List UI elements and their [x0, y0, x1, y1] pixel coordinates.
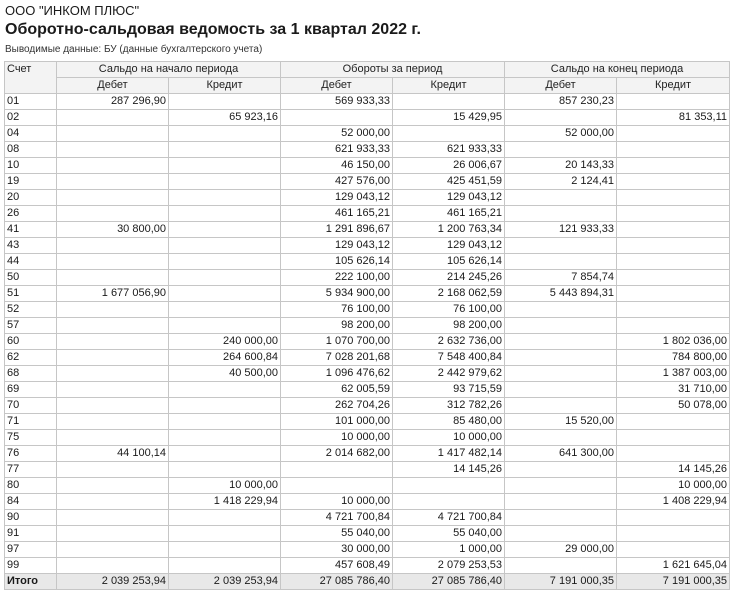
turnover-debit-cell: 30 000,00: [281, 542, 393, 558]
header-turnover: Обороты за период: [281, 62, 505, 78]
header-turnover-debit: Дебет: [281, 78, 393, 94]
account-cell: 90: [5, 510, 57, 526]
turnover-credit-cell: [393, 126, 505, 142]
turnover-credit-cell: 2 442 979,62: [393, 366, 505, 382]
opening-debit-cell: [57, 270, 169, 286]
turnover-credit-cell: 4 721 700,84: [393, 510, 505, 526]
opening-credit-cell: [169, 462, 281, 478]
opening-debit-cell: [57, 254, 169, 270]
turnover-credit-cell: 105 626,14: [393, 254, 505, 270]
opening-credit-cell: 65 923,16: [169, 110, 281, 126]
closing-debit-cell: [505, 478, 617, 494]
table-row: [5, 350, 730, 366]
account-cell: 01: [5, 94, 57, 110]
turnover-credit-cell: 7 548 400,84: [393, 350, 505, 366]
opening-debit-cell: [57, 542, 169, 558]
opening-credit-cell: 40 500,00: [169, 366, 281, 382]
account-cell: 02: [5, 110, 57, 126]
closing-debit-cell: [505, 494, 617, 510]
turnover-debit-cell: 2 014 682,00: [281, 446, 393, 462]
closing-debit-cell: 29 000,00: [505, 542, 617, 558]
table-row: [5, 142, 730, 158]
opening-credit-cell: [169, 142, 281, 158]
closing-debit-cell: [505, 430, 617, 446]
opening-credit-cell: [169, 446, 281, 462]
closing-debit-cell: 2 124,41: [505, 174, 617, 190]
total-closing-debit: 7 191 000,35: [505, 574, 617, 590]
closing-debit-cell: 5 443 894,31: [505, 286, 617, 302]
opening-credit-cell: [169, 542, 281, 558]
closing-credit-cell: [617, 286, 730, 302]
closing-credit-cell: 784 800,00: [617, 350, 730, 366]
closing-credit-cell: [617, 222, 730, 238]
header-closing-debit: Дебет: [505, 78, 617, 94]
turnover-credit-cell: 55 040,00: [393, 526, 505, 542]
account-cell: 84: [5, 494, 57, 510]
turnover-credit-cell: [393, 478, 505, 494]
opening-credit-cell: [169, 286, 281, 302]
closing-credit-cell: 31 710,00: [617, 382, 730, 398]
turnover-credit-cell: 1 000,00: [393, 542, 505, 558]
turnover-debit-cell: 457 608,49: [281, 558, 393, 574]
turnover-debit-cell: 10 000,00: [281, 430, 393, 446]
closing-debit-cell: [505, 366, 617, 382]
account-cell: 97: [5, 542, 57, 558]
closing-debit-cell: 15 520,00: [505, 414, 617, 430]
opening-debit-cell: [57, 110, 169, 126]
account-cell: 44: [5, 254, 57, 270]
turnover-debit-cell: 52 000,00: [281, 126, 393, 142]
table-row: [5, 94, 730, 110]
turnover-debit-cell: 98 200,00: [281, 318, 393, 334]
opening-debit-cell: [57, 238, 169, 254]
closing-credit-cell: [617, 270, 730, 286]
closing-debit-cell: [505, 318, 617, 334]
closing-credit-cell: [617, 238, 730, 254]
turnover-credit-cell: 214 245,26: [393, 270, 505, 286]
closing-credit-cell: [617, 302, 730, 318]
account-cell: 52: [5, 302, 57, 318]
turnover-debit-cell: 1 291 896,67: [281, 222, 393, 238]
turnover-debit-cell: 101 000,00: [281, 414, 393, 430]
table-row: [5, 302, 730, 318]
turnover-debit-cell: 129 043,12: [281, 190, 393, 206]
closing-credit-cell: 1 408 229,94: [617, 494, 730, 510]
report-parameters: Выводимые данные: БУ (данные бухгалтерского учета): [5, 44, 263, 55]
account-cell: 99: [5, 558, 57, 574]
opening-debit-cell: [57, 398, 169, 414]
closing-debit-cell: [505, 382, 617, 398]
turnover-credit-cell: 93 715,59: [393, 382, 505, 398]
closing-debit-cell: 52 000,00: [505, 126, 617, 142]
closing-credit-cell: [617, 142, 730, 158]
table-row: [5, 494, 730, 510]
header-opening-balance: Сальдо на начало периода: [57, 62, 281, 78]
table-row: [5, 462, 730, 478]
closing-debit-cell: [505, 206, 617, 222]
closing-debit-cell: 20 143,33: [505, 158, 617, 174]
opening-debit-cell: [57, 494, 169, 510]
closing-debit-cell: [505, 110, 617, 126]
table-row: [5, 254, 730, 270]
opening-credit-cell: [169, 526, 281, 542]
turnover-credit-cell: 98 200,00: [393, 318, 505, 334]
account-cell: 71: [5, 414, 57, 430]
opening-debit-cell: [57, 318, 169, 334]
table-row: [5, 158, 730, 174]
table-row: [5, 190, 730, 206]
opening-credit-cell: [169, 206, 281, 222]
opening-debit-cell: [57, 478, 169, 494]
turnover-debit-cell: [281, 110, 393, 126]
turnover-debit-cell: 7 028 201,68: [281, 350, 393, 366]
closing-debit-cell: [505, 238, 617, 254]
turnover-debit-cell: 427 576,00: [281, 174, 393, 190]
closing-credit-cell: 1 387 003,00: [617, 366, 730, 382]
closing-credit-cell: [617, 430, 730, 446]
closing-debit-cell: 7 854,74: [505, 270, 617, 286]
turnover-credit-cell: 129 043,12: [393, 238, 505, 254]
turnover-debit-cell: 621 933,33: [281, 142, 393, 158]
turnover-debit-cell: 62 005,59: [281, 382, 393, 398]
turnover-credit-cell: 461 165,21: [393, 206, 505, 222]
closing-credit-cell: [617, 446, 730, 462]
account-cell: 08: [5, 142, 57, 158]
turnover-credit-cell: 621 933,33: [393, 142, 505, 158]
closing-credit-cell: 14 145,26: [617, 462, 730, 478]
turnover-debit-cell: 1 096 476,62: [281, 366, 393, 382]
opening-credit-cell: [169, 238, 281, 254]
closing-debit-cell: [505, 254, 617, 270]
table-row: [5, 174, 730, 190]
account-cell: 60: [5, 334, 57, 350]
account-cell: 50: [5, 270, 57, 286]
opening-debit-cell: 1 677 056,90: [57, 286, 169, 302]
account-cell: 20: [5, 190, 57, 206]
turnover-credit-cell: 85 480,00: [393, 414, 505, 430]
account-cell: 70: [5, 398, 57, 414]
header-opening-debit: Дебет: [57, 78, 169, 94]
closing-credit-cell: 1 802 036,00: [617, 334, 730, 350]
account-cell: 41: [5, 222, 57, 238]
opening-credit-cell: [169, 558, 281, 574]
account-cell: 43: [5, 238, 57, 254]
header-closing-balance: Сальдо на конец периода: [505, 62, 730, 78]
opening-debit-cell: 44 100,14: [57, 446, 169, 462]
turnover-credit-cell: 15 429,95: [393, 110, 505, 126]
turnover-debit-cell: 4 721 700,84: [281, 510, 393, 526]
account-cell: 77: [5, 462, 57, 478]
closing-debit-cell: [505, 142, 617, 158]
turnover-debit-cell: 461 165,21: [281, 206, 393, 222]
turnover-credit-cell: [393, 494, 505, 510]
opening-debit-cell: [57, 382, 169, 398]
table-row: [5, 542, 730, 558]
opening-debit-cell: [57, 510, 169, 526]
turnover-debit-cell: 222 100,00: [281, 270, 393, 286]
table-row: [5, 414, 730, 430]
closing-debit-cell: 641 300,00: [505, 446, 617, 462]
table-row: [5, 206, 730, 222]
table-row: [5, 286, 730, 302]
opening-debit-cell: [57, 462, 169, 478]
turnover-debit-cell: 262 704,26: [281, 398, 393, 414]
opening-credit-cell: [169, 430, 281, 446]
table-row: [5, 110, 730, 126]
table-row: [5, 366, 730, 382]
opening-credit-cell: 1 418 229,94: [169, 494, 281, 510]
closing-debit-cell: [505, 510, 617, 526]
opening-debit-cell: [57, 158, 169, 174]
table-row: [5, 526, 730, 542]
account-cell: 19: [5, 174, 57, 190]
opening-credit-cell: [169, 222, 281, 238]
opening-debit-cell: [57, 302, 169, 318]
turnover-debit-cell: 105 626,14: [281, 254, 393, 270]
opening-debit-cell: [57, 558, 169, 574]
turnover-debit-cell: 10 000,00: [281, 494, 393, 510]
closing-credit-cell: [617, 526, 730, 542]
closing-credit-cell: [617, 542, 730, 558]
closing-credit-cell: 81 353,11: [617, 110, 730, 126]
opening-debit-cell: [57, 190, 169, 206]
closing-credit-cell: 10 000,00: [617, 478, 730, 494]
closing-debit-cell: 857 230,23: [505, 94, 617, 110]
total-row: [5, 574, 730, 590]
account-cell: 68: [5, 366, 57, 382]
closing-credit-cell: [617, 174, 730, 190]
turnover-debit-cell: 129 043,12: [281, 238, 393, 254]
header-account: Счет: [5, 62, 57, 94]
table-row: [5, 430, 730, 446]
turnover-credit-cell: 425 451,59: [393, 174, 505, 190]
opening-credit-cell: [169, 270, 281, 286]
turnover-credit-cell: 129 043,12: [393, 190, 505, 206]
opening-credit-cell: [169, 382, 281, 398]
opening-credit-cell: [169, 398, 281, 414]
table-row: [5, 510, 730, 526]
header-closing-credit: Кредит: [617, 78, 730, 94]
closing-credit-cell: [617, 158, 730, 174]
opening-credit-cell: [169, 302, 281, 318]
opening-debit-cell: 30 800,00: [57, 222, 169, 238]
header-turnover-credit: Кредит: [393, 78, 505, 94]
turnover-credit-cell: 14 145,26: [393, 462, 505, 478]
opening-debit-cell: [57, 334, 169, 350]
opening-credit-cell: [169, 158, 281, 174]
header-opening-credit: Кредит: [169, 78, 281, 94]
turnover-credit-cell: 26 006,67: [393, 158, 505, 174]
account-cell: 91: [5, 526, 57, 542]
turnover-credit-cell: 312 782,26: [393, 398, 505, 414]
account-cell: 75: [5, 430, 57, 446]
opening-debit-cell: [57, 414, 169, 430]
turnover-debit-cell: [281, 462, 393, 478]
opening-credit-cell: 264 600,84: [169, 350, 281, 366]
trial-balance-table: [4, 61, 730, 590]
closing-debit-cell: [505, 558, 617, 574]
closing-credit-cell: [617, 206, 730, 222]
total-turnover-credit: 27 085 786,40: [393, 574, 505, 590]
closing-debit-cell: [505, 190, 617, 206]
turnover-credit-cell: 2 168 062,59: [393, 286, 505, 302]
turnover-credit-cell: [393, 94, 505, 110]
turnover-debit-cell: [281, 478, 393, 494]
table-row: [5, 478, 730, 494]
account-cell: 69: [5, 382, 57, 398]
closing-debit-cell: [505, 398, 617, 414]
total-closing-credit: 7 191 000,35: [617, 574, 730, 590]
account-cell: 26: [5, 206, 57, 222]
opening-credit-cell: 10 000,00: [169, 478, 281, 494]
turnover-credit-cell: 10 000,00: [393, 430, 505, 446]
table-row: [5, 238, 730, 254]
turnover-debit-cell: 55 040,00: [281, 526, 393, 542]
account-cell: 10: [5, 158, 57, 174]
total-opening-credit: 2 039 253,94: [169, 574, 281, 590]
opening-credit-cell: [169, 126, 281, 142]
turnover-credit-cell: 2 632 736,00: [393, 334, 505, 350]
closing-credit-cell: [617, 190, 730, 206]
opening-credit-cell: [169, 510, 281, 526]
table-row: [5, 446, 730, 462]
turnover-credit-cell: 76 100,00: [393, 302, 505, 318]
table-row: [5, 558, 730, 574]
closing-credit-cell: 50 078,00: [617, 398, 730, 414]
account-cell: 62: [5, 350, 57, 366]
table-row: [5, 318, 730, 334]
turnover-debit-cell: 5 934 900,00: [281, 286, 393, 302]
report-title: Оборотно-сальдовая ведомость за 1 квартал 2022 г.: [5, 21, 421, 38]
opening-credit-cell: [169, 318, 281, 334]
table-row: [5, 398, 730, 414]
opening-debit-cell: [57, 366, 169, 382]
opening-debit-cell: [57, 142, 169, 158]
opening-credit-cell: [169, 414, 281, 430]
closing-credit-cell: [617, 318, 730, 334]
opening-credit-cell: [169, 254, 281, 270]
opening-debit-cell: [57, 206, 169, 222]
closing-credit-cell: 1 621 645,04: [617, 558, 730, 574]
turnover-credit-cell: 1 200 763,34: [393, 222, 505, 238]
opening-debit-cell: [57, 526, 169, 542]
total-turnover-debit: 27 085 786,40: [281, 574, 393, 590]
turnover-debit-cell: 569 933,33: [281, 94, 393, 110]
table-row: [5, 334, 730, 350]
turnover-debit-cell: 1 070 700,00: [281, 334, 393, 350]
closing-debit-cell: [505, 350, 617, 366]
account-cell: 80: [5, 478, 57, 494]
closing-credit-cell: [617, 126, 730, 142]
table-row: [5, 126, 730, 142]
opening-credit-cell: [169, 190, 281, 206]
closing-credit-cell: [617, 254, 730, 270]
account-cell: 51: [5, 286, 57, 302]
table-row: [5, 382, 730, 398]
closing-debit-cell: [505, 462, 617, 478]
closing-debit-cell: [505, 526, 617, 542]
table-row: [5, 222, 730, 238]
account-cell: 04: [5, 126, 57, 142]
opening-credit-cell: [169, 174, 281, 190]
turnover-debit-cell: 46 150,00: [281, 158, 393, 174]
turnover-credit-cell: 2 079 253,53: [393, 558, 505, 574]
account-cell: 76: [5, 446, 57, 462]
opening-debit-cell: [57, 126, 169, 142]
closing-credit-cell: [617, 94, 730, 110]
account-cell: 57: [5, 318, 57, 334]
closing-debit-cell: 121 933,33: [505, 222, 617, 238]
closing-debit-cell: [505, 334, 617, 350]
turnover-credit-cell: 1 417 482,14: [393, 446, 505, 462]
total-opening-debit: 2 039 253,94: [57, 574, 169, 590]
opening-credit-cell: 240 000,00: [169, 334, 281, 350]
closing-credit-cell: [617, 510, 730, 526]
opening-debit-cell: 287 296,90: [57, 94, 169, 110]
opening-debit-cell: [57, 350, 169, 366]
opening-credit-cell: [169, 94, 281, 110]
closing-credit-cell: [617, 414, 730, 430]
table-body: [5, 94, 730, 574]
turnover-debit-cell: 76 100,00: [281, 302, 393, 318]
opening-debit-cell: [57, 174, 169, 190]
table-row: [5, 270, 730, 286]
total-label: Итого: [5, 574, 57, 590]
closing-debit-cell: [505, 302, 617, 318]
opening-debit-cell: [57, 430, 169, 446]
organization-name: ООО "ИНКОМ ПЛЮС": [5, 3, 140, 18]
